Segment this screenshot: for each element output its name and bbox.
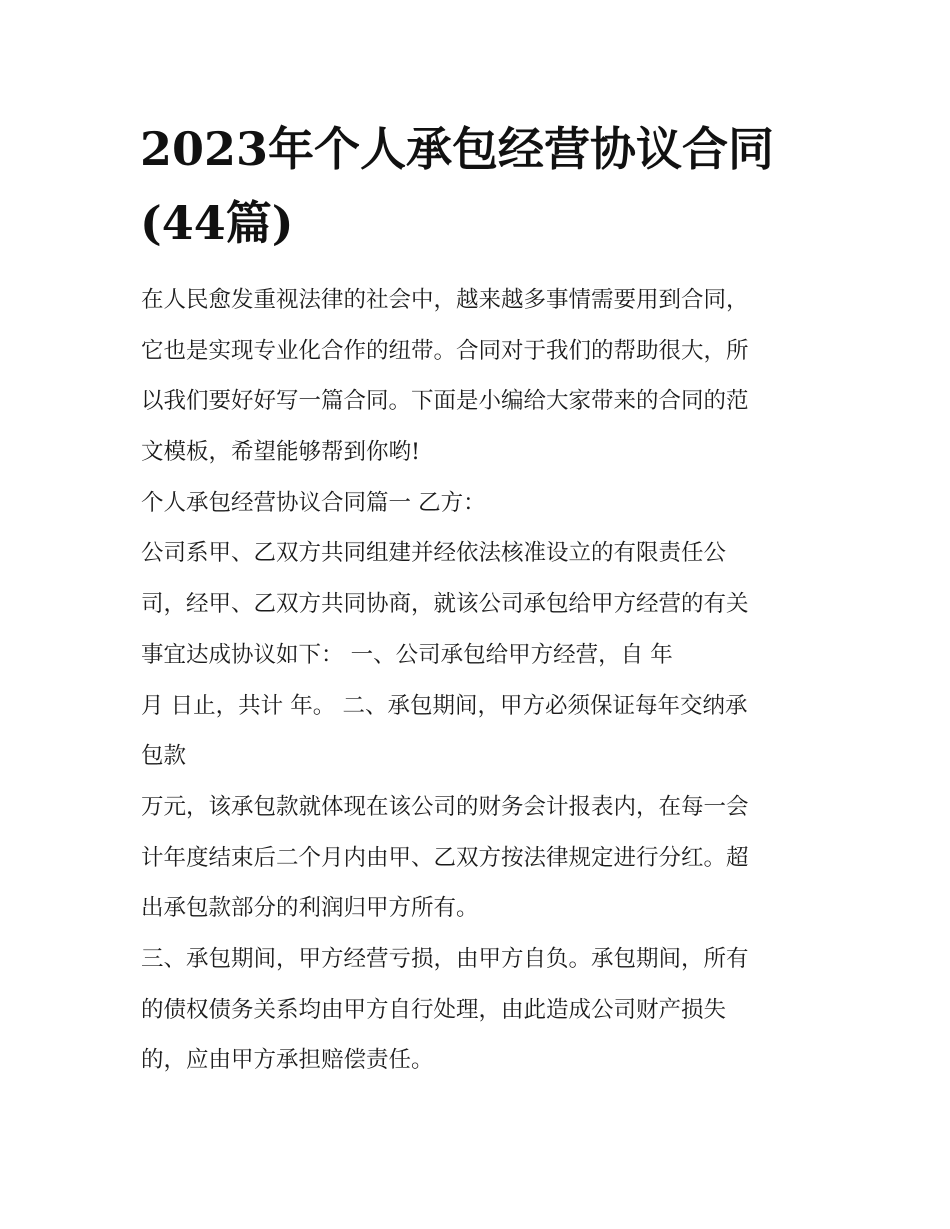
text-line: 事宜达成协议如下： 一、公司承包给甲方经营，自 年 xyxy=(141,641,673,668)
text-line: 在人民愈发重视法律的社会中，越来越多事情需要用到合同， xyxy=(141,287,749,313)
text-line: 包款 xyxy=(141,743,187,770)
text-line: 万元，该承包款就体现在该公司的财务会计报表内，在每一会 xyxy=(141,793,749,820)
title-line-2: (44篇) xyxy=(140,196,294,250)
section-heading-line: 个人承包经营协议合同篇一 乙方： xyxy=(141,489,486,516)
title-line-1: 2023年个人承包经营协议合同 xyxy=(140,122,775,176)
text-line: 的，应由甲方承担赔偿责任。 xyxy=(141,1047,434,1074)
text-line: 它也是实现专业化合作的纽带。合同对于我们的帮助很大，所 xyxy=(141,337,749,364)
text-line: 公司系甲、乙双方共同组建并经依法核准设立的有限责任公 xyxy=(141,540,727,567)
document-title xyxy=(140,112,830,260)
text-line: 以我们要好好写一篇合同。下面是小编给大家带来的合同的范 xyxy=(141,388,749,415)
text-line: 月 日止，共计 年。 二、承包期间，甲方必须保证每年交纳承 xyxy=(141,692,748,719)
text-line: 文模板，希望能够帮到你哟! xyxy=(141,439,421,466)
text-line: 出承包款部分的利润归甲方所有。 xyxy=(141,895,479,922)
text-line: 的债权债务关系均由甲方自行处理，由此造成公司财产损失 xyxy=(141,996,727,1023)
text-line: 三、承包期间，甲方经营亏损，由甲方自负。承包期间，所有 xyxy=(141,945,749,972)
text-line: 司，经甲、乙双方共同协商，就该公司承包给甲方经营的有关 xyxy=(141,591,749,618)
text-line: 计年度结束后二个月内由甲、乙双方按法律规定进行分红。超 xyxy=(141,844,749,871)
document-body xyxy=(141,275,831,1086)
